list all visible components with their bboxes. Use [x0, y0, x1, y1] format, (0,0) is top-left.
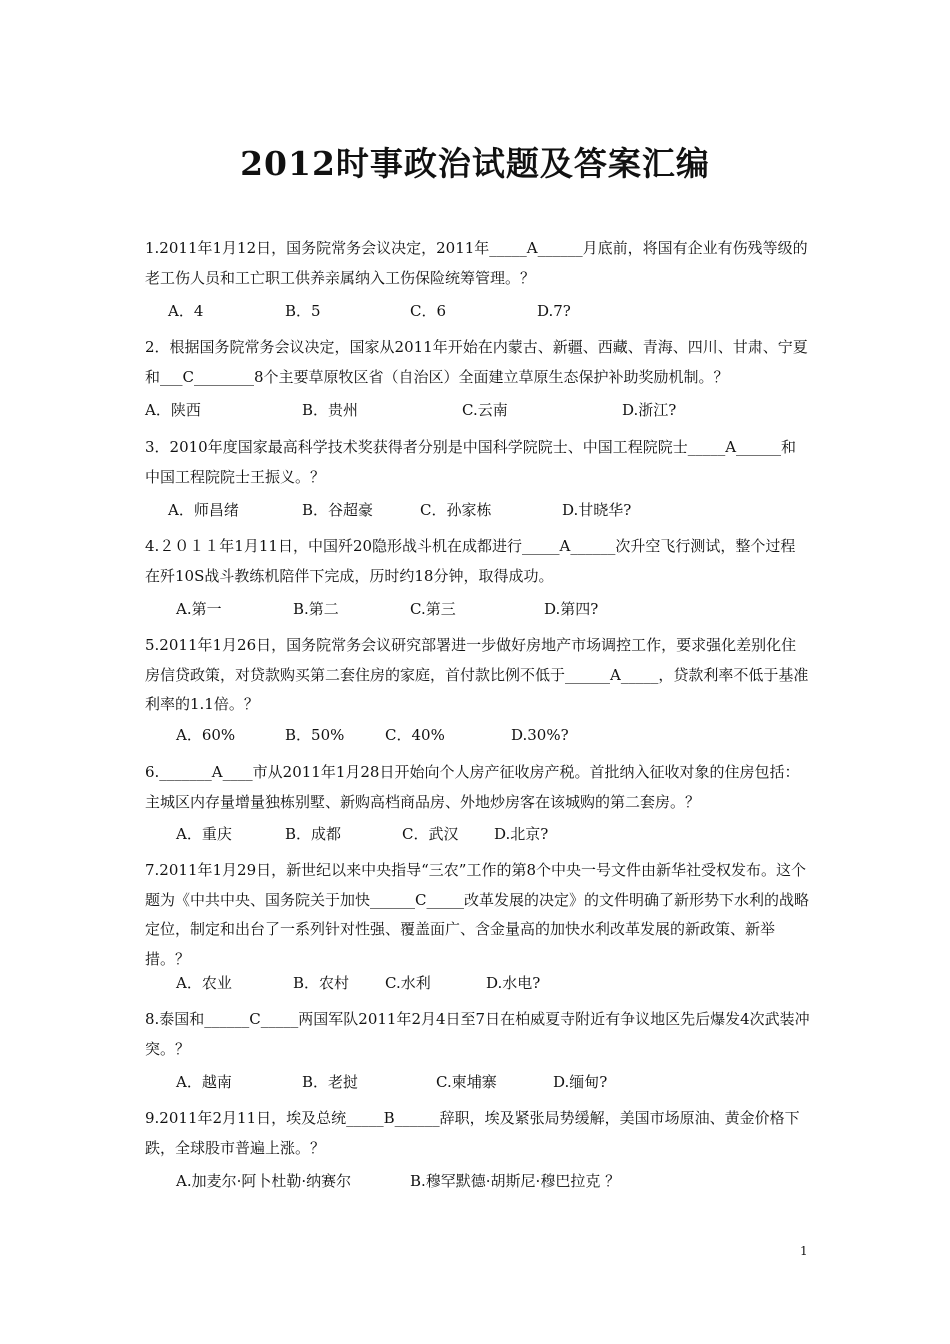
- question-text: 3．2010年度国家最高科学技术奖获得者分别是中国科学院院士、中国工程院院士_____A______和中国工程院院士王振义。？: [145, 438, 797, 486]
- option-b: B.穆罕默德·胡斯尼·穆巴拉克 ？: [410, 1172, 621, 1190]
- question-1-options: [168, 296, 868, 326]
- question-text: 2．根据国务院常务会议决定，国家从2011年开始在内蒙古、新疆、西藏、青海、四川、甘肃、宁夏和___C________8个主要草原牧区省（自治区）全面建立草原生态保护补助奖励机制。？: [145, 338, 808, 386]
- question-text: 5.2011年1月26日，国务院常务会议研究部署进一步做好房地产市场调控工作，要求强化差别化住房信贷政策，对贷款购买第二套住房的家庭，首付款比例不低于______A_____，贷款利率不低于基准利率的1.1倍。？: [145, 636, 809, 713]
- option-c: C．6: [410, 302, 447, 320]
- option-c: C.第三: [410, 600, 456, 618]
- option-d: D.缅甸?: [553, 1073, 608, 1091]
- option-a: A．4: [168, 302, 204, 320]
- question-9-options: [176, 1166, 876, 1196]
- option-a: A．师昌绪: [168, 501, 239, 519]
- option-a: A．农业: [176, 974, 232, 992]
- option-b: B．农村: [293, 974, 350, 992]
- option-b: B．50%: [285, 726, 345, 744]
- option-b: B．5: [285, 302, 321, 320]
- question-9: [145, 1104, 810, 1163]
- question-text: 8.泰国和______C_____两国军队2011年2月4日至7日在柏威夏寺附近有争议地区先后爆发4次武装冲突。？: [145, 1010, 810, 1058]
- option-c: C.柬埔寨: [436, 1073, 497, 1091]
- question-8-options: [176, 1067, 876, 1097]
- option-b: B．谷超豪: [302, 501, 374, 519]
- question-text: 1.2011年1月12日，国务院常务会议决定，2011年_____A______月底前，将国有企业有伤残等级的老工伤人员和工亡职工供养亲属纳入工伤保险统筹管理。？: [145, 239, 808, 287]
- option-b: B．成都: [285, 825, 342, 843]
- document-title: 2012时事政治试题及答案汇编: [240, 144, 710, 183]
- option-c: C．武汉: [402, 825, 459, 843]
- question-text: 9.2011年2月11日，埃及总统_____B______辞职，埃及紧张局势缓解，美国市场原油、黄金价格下跌，全球股市普遍上涨。？: [145, 1109, 800, 1157]
- option-d: D.30%?: [511, 726, 569, 744]
- question-4: [145, 532, 810, 591]
- question-8: [145, 1005, 810, 1064]
- option-a: A．60%: [176, 726, 236, 744]
- option-d: D.7?: [537, 302, 571, 320]
- option-b: B.第二: [293, 600, 339, 618]
- option-d: D.浙江?: [622, 401, 677, 419]
- question-7-options: [176, 968, 876, 998]
- option-a: A．重庆: [176, 825, 232, 843]
- question-6: [145, 758, 810, 817]
- option-d: D.甘晓华?: [562, 501, 632, 519]
- question-3-options: [168, 495, 868, 525]
- question-7: [145, 856, 810, 974]
- question-text: 6._______A____市从2011年1月28日开始向个人房产征收房产税。首批纳入征收对象的住房包括：主城区内存量增量独栋别墅、新购高档商品房、外地炒房客在该城购的第二套房。？: [145, 763, 800, 811]
- option-a: A.第一: [176, 600, 222, 618]
- option-c: C.水利: [385, 974, 431, 992]
- option-c: C．40%: [385, 726, 445, 744]
- option-a: A．越南: [176, 1073, 232, 1091]
- question-3: [145, 433, 810, 492]
- question-4-options: [176, 594, 876, 624]
- question-6-options: [176, 819, 876, 849]
- question-2-options: [145, 395, 845, 425]
- question-5: [145, 631, 810, 720]
- question-2: [145, 333, 810, 392]
- option-a: A．陕西: [145, 401, 201, 419]
- option-b: B．老挝: [302, 1073, 359, 1091]
- question-text: 7.2011年1月29日，新世纪以来中央指导“三农”工作的第8个中央一号文件由新华社受权发布。这个题为《中共中央、国务院关于加快______C_____改革发展的决定》的文件明确了新形势下水利的战略定位，制定和出台了一系列针对性强、覆盖面广、含金量高的加快水利改革发展的新政策、新举措。？: [145, 861, 809, 968]
- question-1: [145, 234, 810, 293]
- option-c: C．孙家栋: [420, 501, 492, 519]
- question-text: 4.２０１１年1月11日，中国歼20隐形战斗机在成都进行_____A______次升空飞行测试，整个过程在歼10S战斗教练机陪伴下完成，历时约18分钟，取得成功。: [145, 537, 796, 585]
- option-d: D.第四?: [544, 600, 599, 618]
- option-a: A.加麦尔·阿卜杜勒·纳赛尔: [176, 1172, 352, 1190]
- question-5-options: [176, 720, 876, 750]
- option-c: C.云南: [462, 401, 508, 419]
- option-d: D.水电?: [486, 974, 541, 992]
- page-number: 1: [800, 1244, 808, 1258]
- option-d: D.北京?: [494, 825, 549, 843]
- option-b: B．贵州: [302, 401, 359, 419]
